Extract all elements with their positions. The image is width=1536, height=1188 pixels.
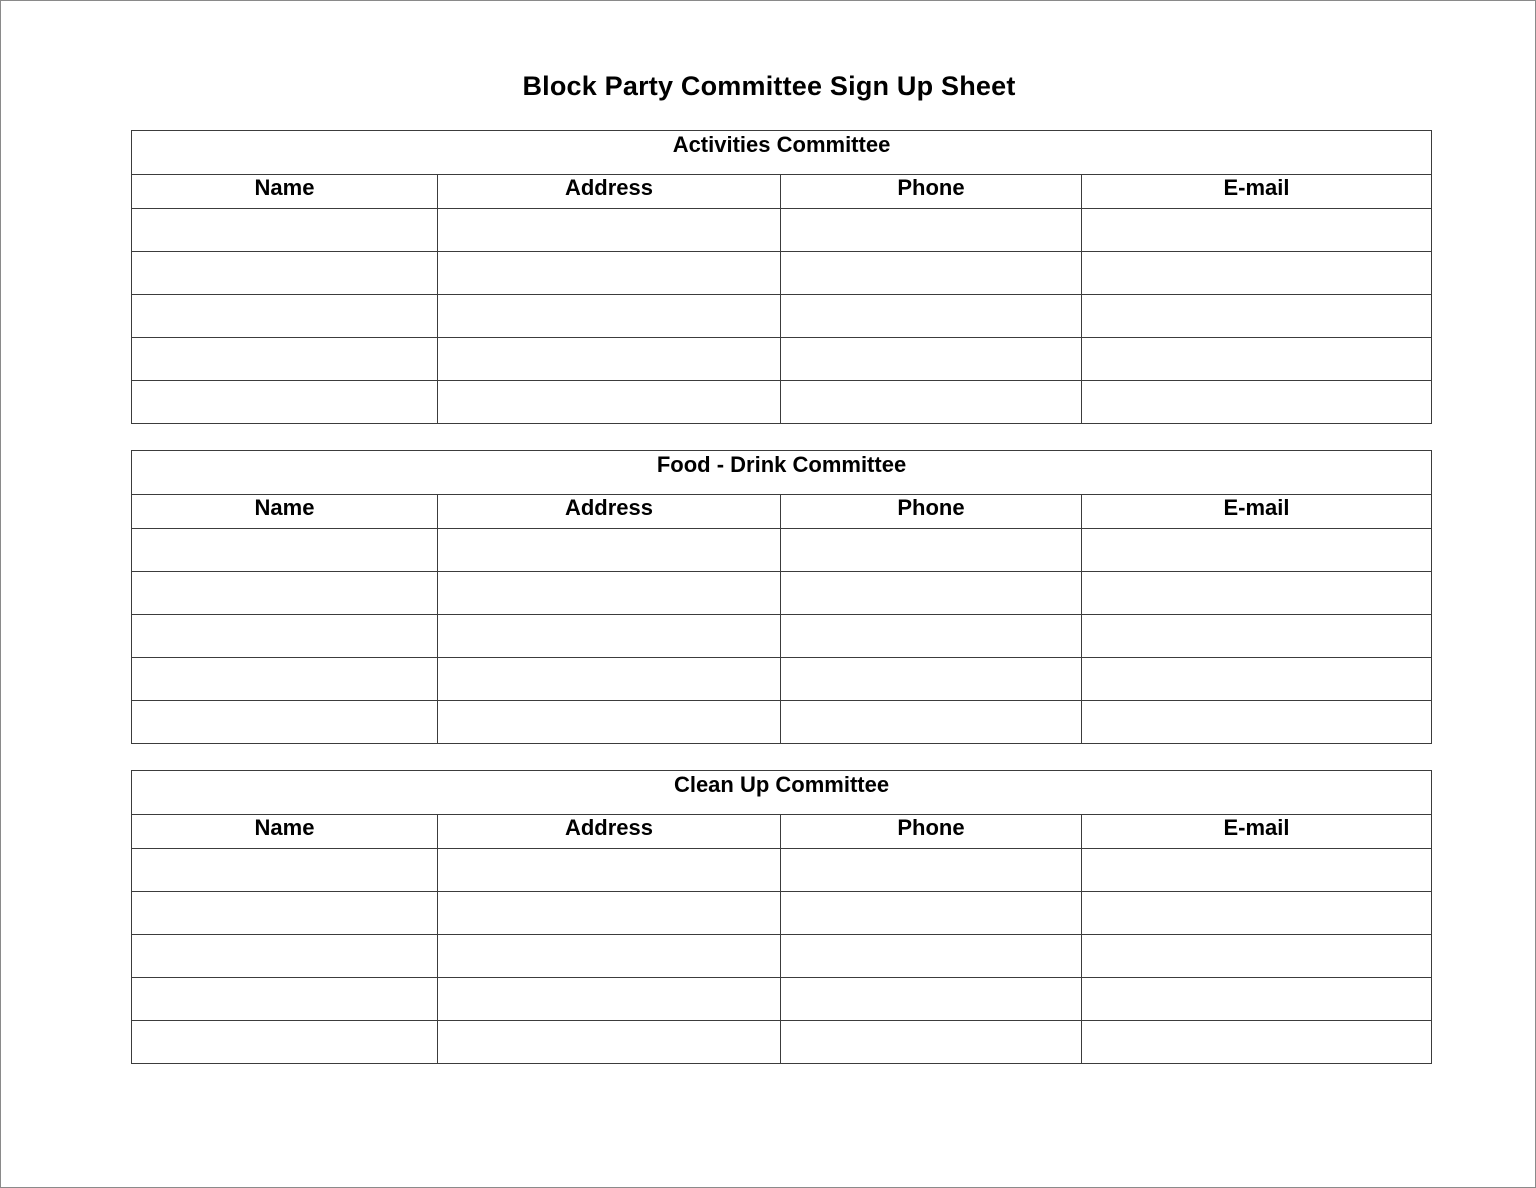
- phone-cell[interactable]: [781, 381, 1082, 424]
- phone-cell[interactable]: [781, 849, 1082, 892]
- email-column-header: E-mail: [1082, 815, 1432, 849]
- name-column-header: Name: [132, 815, 438, 849]
- phone-cell[interactable]: [781, 935, 1082, 978]
- email-cell[interactable]: [1082, 701, 1432, 744]
- email-cell[interactable]: [1082, 572, 1432, 615]
- phone-cell[interactable]: [781, 209, 1082, 252]
- committee-title-row: [132, 131, 1432, 175]
- name-cell[interactable]: [132, 978, 438, 1021]
- email-cell[interactable]: [1082, 209, 1432, 252]
- email-column-header: E-mail: [1082, 175, 1432, 209]
- email-cell[interactable]: [1082, 849, 1432, 892]
- phone-cell[interactable]: [781, 1021, 1082, 1064]
- name-cell[interactable]: [132, 658, 438, 701]
- phone-cell[interactable]: [781, 295, 1082, 338]
- phone-cell[interactable]: [781, 701, 1082, 744]
- email-column-header: E-mail: [1082, 495, 1432, 529]
- phone-cell[interactable]: [781, 892, 1082, 935]
- page-title: Block Party Committee Sign Up Sheet: [522, 71, 1016, 101]
- table-row: [132, 529, 1432, 572]
- phone-cell[interactable]: [781, 252, 1082, 295]
- table-row: [132, 209, 1432, 252]
- name-cell[interactable]: [132, 572, 438, 615]
- address-cell[interactable]: [438, 1021, 781, 1064]
- table-row: [132, 295, 1432, 338]
- table-row: [132, 381, 1432, 424]
- committee-title-row: [132, 451, 1432, 495]
- email-cell[interactable]: [1082, 658, 1432, 701]
- email-cell[interactable]: [1082, 935, 1432, 978]
- name-cell[interactable]: [132, 529, 438, 572]
- committee-title: Activities Committee: [132, 131, 1432, 175]
- address-cell[interactable]: [438, 892, 781, 935]
- name-cell[interactable]: [132, 615, 438, 658]
- name-column-header: Name: [132, 495, 438, 529]
- name-cell[interactable]: [132, 892, 438, 935]
- name-cell[interactable]: [132, 381, 438, 424]
- name-cell[interactable]: [132, 935, 438, 978]
- committee-title: Clean Up Committee: [132, 771, 1432, 815]
- phone-column-header: Phone: [781, 175, 1082, 209]
- email-cell[interactable]: [1082, 295, 1432, 338]
- phone-cell[interactable]: [781, 338, 1082, 381]
- phone-column-header: Phone: [781, 815, 1082, 849]
- email-cell[interactable]: [1082, 529, 1432, 572]
- phone-cell[interactable]: [781, 615, 1082, 658]
- name-cell[interactable]: [132, 338, 438, 381]
- clean-up-committee-table: [131, 770, 1432, 1064]
- address-cell[interactable]: [438, 572, 781, 615]
- address-cell[interactable]: [438, 615, 781, 658]
- email-cell[interactable]: [1082, 615, 1432, 658]
- email-cell[interactable]: [1082, 252, 1432, 295]
- address-cell[interactable]: [438, 295, 781, 338]
- email-cell[interactable]: [1082, 1021, 1432, 1064]
- name-cell[interactable]: [132, 295, 438, 338]
- column-header-row: [132, 815, 1432, 849]
- email-cell[interactable]: [1082, 978, 1432, 1021]
- address-cell[interactable]: [438, 701, 781, 744]
- table-row: [132, 252, 1432, 295]
- email-cell[interactable]: [1082, 381, 1432, 424]
- table-row: [132, 572, 1432, 615]
- table-row: [132, 338, 1432, 381]
- address-cell[interactable]: [438, 849, 781, 892]
- email-cell[interactable]: [1082, 892, 1432, 935]
- food-drink-committee-table: [131, 450, 1432, 744]
- address-cell[interactable]: [438, 978, 781, 1021]
- table-row: [132, 978, 1432, 1021]
- address-column-header: Address: [438, 175, 781, 209]
- email-cell[interactable]: [1082, 338, 1432, 381]
- table-row: [132, 1021, 1432, 1064]
- name-cell[interactable]: [132, 209, 438, 252]
- address-cell[interactable]: [438, 252, 781, 295]
- phone-cell[interactable]: [781, 658, 1082, 701]
- name-cell[interactable]: [132, 849, 438, 892]
- phone-cell[interactable]: [781, 978, 1082, 1021]
- address-cell[interactable]: [438, 658, 781, 701]
- address-cell[interactable]: [438, 338, 781, 381]
- table-row: [132, 849, 1432, 892]
- phone-cell[interactable]: [781, 529, 1082, 572]
- name-column-header: Name: [132, 175, 438, 209]
- table-row: [132, 658, 1432, 701]
- address-column-header: Address: [438, 495, 781, 529]
- name-cell[interactable]: [132, 701, 438, 744]
- table-row: [132, 892, 1432, 935]
- name-cell[interactable]: [132, 1021, 438, 1064]
- address-cell[interactable]: [438, 529, 781, 572]
- address-cell[interactable]: [438, 935, 781, 978]
- name-cell[interactable]: [132, 252, 438, 295]
- address-cell[interactable]: [438, 381, 781, 424]
- table-row: [132, 615, 1432, 658]
- committee-title: Food - Drink Committee: [132, 451, 1432, 495]
- activities-committee-table: [131, 130, 1432, 424]
- phone-cell[interactable]: [781, 572, 1082, 615]
- address-cell[interactable]: [438, 209, 781, 252]
- column-header-row: [132, 175, 1432, 209]
- table-row: [132, 701, 1432, 744]
- phone-column-header: Phone: [781, 495, 1082, 529]
- column-header-row: [132, 495, 1432, 529]
- committee-title-row: [132, 771, 1432, 815]
- address-column-header: Address: [438, 815, 781, 849]
- table-row: [132, 935, 1432, 978]
